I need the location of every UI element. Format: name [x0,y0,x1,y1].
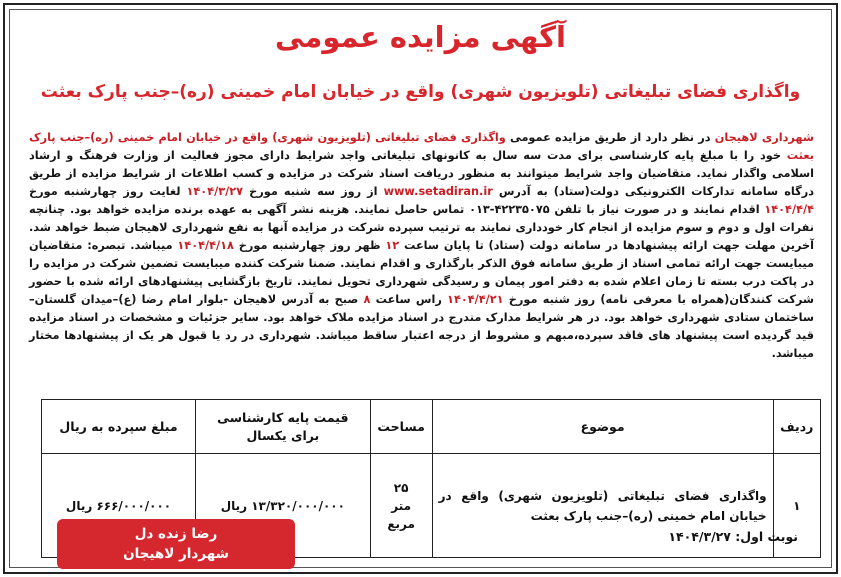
notice-subtitle: واگذاری فضای تبلیغاتی (تلویزیون شهری) واقع در خیابان امام خمینی (ره)–جنب پارک بعثت [40,82,801,102]
deadline-hour: ۱۲ [385,239,400,252]
end-date: ۱۴۰۴/۴/۴ [764,203,814,216]
notice-body [29,129,814,363]
body-segment: میباشد. تبصره: متقاضیان میبایست جهت ارائه تمامی اسناد از طریق سامانه فوق الذکر بارگذاری و اقدام نمایند. ضمنا شرکت کننده میبایست تضمین شرکت در مزایده را در پاکت درب بسته تا زمان اعلام شده به دفتر امور پیمان و رسیدگی شهرداری تحویل نمایند. تاریخ بازگشایی پیشنهادهای ارائه شده با حضور شرکت کنندگان(همراه با معرفی نامه) روز شنبه مورخ [29,239,814,306]
cell-radif: ۱ [773,454,820,558]
body-segment: اقدام نمایند و در صورت نیاز با تلفن ۴۲۲۳۵۰۷۵-۰۱۳ تماس حاصل نمایند. هزینه نشر آگهی به عهده برنده مزایده خواهد بود. چنانچه نفرات اول و دوم و سوم مزایده از انجام کار خودداری نمایند به ترتیب سپرده شرکت در مزایده آنها به نفع شهرداری لاهیجان ضبط خواهد شد. آخرین مهلت جهت ارائه پیشنهادها در سامانه دولت (ستاد) تا پایان ساعت [29,203,814,252]
header-deposit: مبلغ سپرده به ریال [42,400,196,454]
notice-frame [3,3,838,574]
body-segment: در نظر دارد از طریق مزایده عمومی [505,131,715,144]
body-segment: خود را با مبلغ پایه کارشناسی برای مدت سه سال به کانونهای تبلیغاتی واجد شرایط دارای مجوز فعالیت از وزارت فرهنگ و ارشاد اسلامی واگذار نماید. متقاضیان واجد شرایط میتوانند به منظور دریافت اسناد شرکت در مزایده و کسب اطلاعات از شرایط مزایده از طریق درگاه سامانه تدارکات الکترونیکی دولت(ستاد) به آدرس [29,149,814,198]
deadline-date: ۱۴۰۴/۴/۱۸ [177,239,234,252]
area-value: ۲۵ [393,480,409,495]
header-subject: موضوع [432,400,773,454]
table-header-row [42,400,821,454]
header-radif: ردیف [773,400,820,454]
signature-box [57,519,295,569]
body-segment: صبح به آدرس لاهیجان -بلوار امام رضا (ع)–میدان گلستان–ساختمان ستادی شهرداری خواهد بود. در هر شرایط مدارک مندرج در اسناد مزایده ملاک خواهد بود. سایر جزئیات و مشخصات در اسناد مزایده قید گردیده است پیشنهاد های فاقد سپرده،مبهم و مشروط از درجه اعتبار ساقط میباشد. شهرداری در رد یا قبول هر یک از پیشنهادها مختار میباشد. [29,293,814,360]
setad-link[interactable]: www.setadiran.ir [383,185,493,198]
start-date: ۱۴۰۴/۳/۲۷ [186,185,244,198]
body-segment: از روز سه شنبه مورخ [243,185,384,198]
opening-hour: ۸ [363,293,371,306]
header-area: مساحت [370,400,432,454]
publish-round: نوبت اول: ۱۴۰۴/۳/۲۷ [668,529,798,544]
signer-name: رضا زنده دل [134,526,218,542]
municipality-name: شهرداری لاهیجان [714,131,814,144]
header-price: قیمت پایه کارشناسی برای یکسال [196,400,371,454]
signer-title: شهردار لاهیجان [123,546,229,562]
area-unit: متر مربع [387,498,415,531]
notice-title: آگهی مزایده عمومی [275,20,566,54]
body-segment: راس ساعت [370,293,448,306]
body-segment: ظهر روز چهارشنبه مورخ [233,239,386,252]
opening-date: ۱۴۰۴/۴/۲۱ [447,293,504,306]
body-segment: لغایت روز چهارشنبه مورخ [29,185,187,198]
cell-price: ۱۳/۳۲۰/۰۰۰/۰۰۰ ریال [196,454,371,558]
auction-subject: واگذاری فضای تبلیغاتی (تلویزیون شهری) واقع در خیابان امام خمینی (ره)–جنب پارک بعثت [29,131,814,162]
cell-subject: واگذاری فضای تبلیغاتی (تلویزیون شهری) واقع در خیابان امام خمینی (ره)–جنب پارک بعثت [432,454,773,558]
cell-area [370,454,432,558]
cell-deposit: ۶۶۶/۰۰۰/۰۰۰ ریال [42,454,196,558]
